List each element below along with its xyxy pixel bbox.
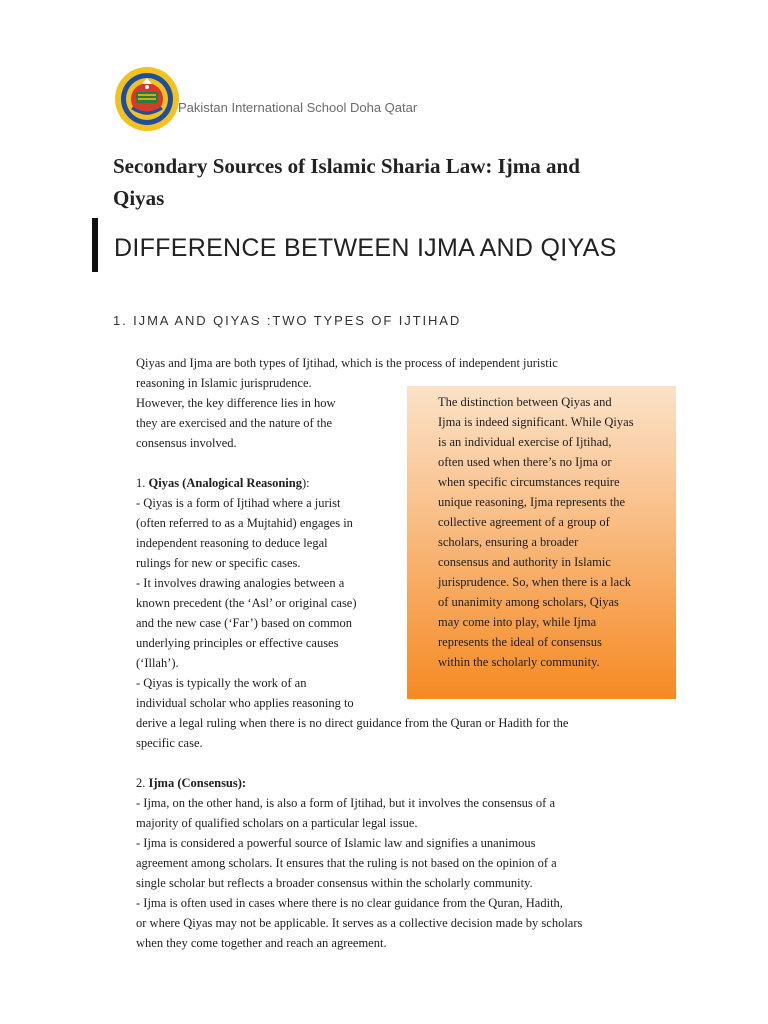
qiyas-heading-text: Qiyas (Analogical Reasoning — [148, 476, 302, 490]
text-line: Qiyas and Ijma are both types of Ijtihad, which is the process of independent juristic — [136, 356, 558, 370]
callout-line: unique reasoning, Ijma represents the — [438, 495, 626, 509]
text-line: known precedent (the ‘Asl’ or original case) — [136, 596, 357, 610]
callout-line: consensus and authority in Islamic — [438, 555, 611, 569]
page-header — [114, 66, 674, 134]
callout-line: within the scholarly community. — [438, 655, 600, 669]
text-line: they are exercised and the nature of the — [136, 416, 333, 430]
text-line: independent reasoning to deduce legal — [136, 536, 328, 550]
callout-line: is an individual exercise of Ijtihad, — [438, 435, 612, 449]
text-line: - Ijma, on the other hand, is also a form of Ijtihad, but it involves the consensus of a — [136, 796, 556, 810]
callout-text — [438, 392, 664, 672]
callout-line: jurisprudence. So, when there is a lack — [438, 575, 631, 589]
text-line: - Ijma is often used in cases where there is no clear guidance from the Quran, Hadith, — [136, 896, 563, 910]
qiyas-heading-suffix: ): — [302, 476, 310, 490]
text-line: single scholar but reflects a broader consensus within the scholarly community. — [136, 876, 533, 890]
section-accent-bar — [92, 218, 98, 272]
text-line: majority of qualified scholars on a particular legal issue. — [136, 816, 418, 830]
callout-box — [407, 386, 676, 699]
text-line: - It involves drawing analogies between a — [136, 576, 345, 590]
text-line: agreement among scholars. It ensures that the ruling is not based on the opinion of a — [136, 856, 557, 870]
list-number: 2. — [136, 776, 149, 790]
text-line: - Ijma is considered a powerful source of Islamic law and signifies a unanimous — [136, 836, 536, 850]
callout-line: Ijma is indeed significant. While Qiyas — [438, 415, 634, 429]
text-line: However, the key difference lies in how — [136, 396, 336, 410]
section-heading: DIFFERENCE BETWEEN IJMA AND QIYAS — [114, 234, 617, 262]
text-line: or where Qiyas may not be applicable. It serves as a collective decision made by scholars — [136, 916, 583, 930]
text-line: consensus involved. — [136, 436, 237, 450]
callout-line: The distinction between Qiyas and — [438, 395, 612, 409]
text-line: rulings for new or specific cases. — [136, 556, 301, 570]
callout-line: scholars, ensuring a broader — [438, 535, 579, 549]
school-name: Pakistan International School Doha Qatar — [178, 100, 418, 115]
text-line: specific case. — [136, 736, 203, 750]
callout-line: collective agreement of a group of — [438, 515, 610, 529]
text-line: and the new case (‘Far’) based on common — [136, 616, 353, 630]
callout-line: of unanimity among scholars, Qiyas — [438, 595, 619, 609]
ijma-heading — [136, 773, 656, 793]
title-line-2: Qiyas — [113, 186, 165, 210]
ijma-heading-text: Ijma (Consensus): — [148, 776, 247, 790]
text-line: - Qiyas is typically the work of an — [136, 676, 307, 690]
text-line: - Qiyas is a form of Ijtihad where a jurist — [136, 496, 341, 510]
text-line: derive a legal ruling when there is no direct guidance from the Quran or Hadith for the — [136, 716, 569, 730]
callout-line: may come into play, while Ijma — [438, 615, 597, 629]
list-number: 1. — [136, 476, 149, 490]
text-line: reasoning in Islamic jurisprudence. — [136, 376, 312, 390]
title-line-1: Secondary Sources of Islamic Sharia Law: Ijma and — [113, 154, 580, 178]
text-line: when they come together and reach an agreement. — [136, 936, 387, 950]
school-crest-logo — [114, 66, 180, 132]
sub-heading: 1. IJMA AND QIYAS :TWO TYPES OF IJTIHAD — [113, 313, 462, 328]
document-title — [113, 150, 673, 214]
callout-line: when specific circumstances require — [438, 475, 620, 489]
callout-line: represents the ideal of consensus — [438, 635, 602, 649]
text-line: (often referred to as a Mujtahid) engages in — [136, 516, 353, 530]
callout-line: often used when there’s no Ijma or — [438, 455, 612, 469]
ijma-section — [136, 773, 656, 953]
text-line: underlying principles or effective causes — [136, 636, 339, 650]
text-line: (‘Illah’). — [136, 656, 179, 670]
text-line: individual scholar who applies reasoning to — [136, 696, 354, 710]
